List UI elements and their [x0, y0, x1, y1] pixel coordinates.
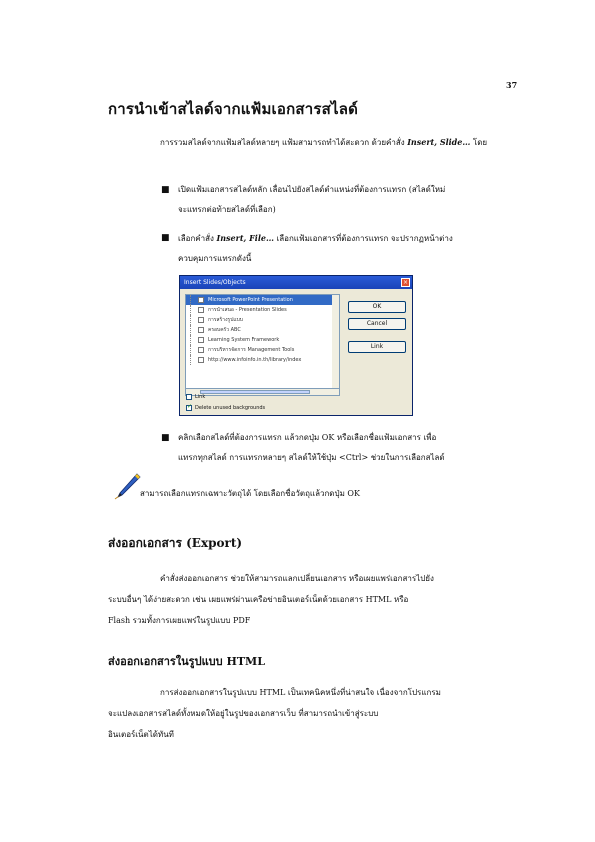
close-icon[interactable]: ×: [402, 279, 409, 286]
horizontal-scrollbar[interactable]: [185, 389, 340, 396]
slide-icon: [198, 307, 204, 313]
intro-line-1: [108, 132, 528, 153]
note-text: สามารถเลือกแทรกเฉพาะวัตถุได้ โดยเลือกชื่อวัตถุแล้วกดปุ่ม OK: [140, 489, 360, 498]
presentation-icon: [198, 297, 204, 303]
dialog-title: Insert Slides/Objects: [184, 279, 246, 286]
insert-slides-dialog: [179, 275, 413, 416]
checkbox-box[interactable]: [186, 394, 192, 400]
bullet-item-3: [161, 428, 530, 468]
bullet-item-2: [161, 228, 530, 269]
section-heading-html: ส่งออกเอกสารในรูปแบบ HTML: [108, 655, 265, 668]
ok-button[interactable]: OK: [348, 301, 406, 313]
intro-text: การรวมสไลด์จากแฟ้มสไลด์หลายๆ แฟ้มสามารถทำได้สะดวก ด้วยคำสั่ง: [160, 138, 405, 147]
bullet-square-icon: ■: [161, 233, 170, 243]
tree-item[interactable]: ครอบครัว ABC: [186, 325, 339, 335]
bullet-2-line-1: [178, 228, 530, 249]
tree-item[interactable]: การสร้างรูปแบบ: [186, 315, 339, 325]
intro-paragraph: [108, 132, 528, 153]
cancel-button[interactable]: Cancel: [348, 318, 406, 330]
delete-backgrounds-checkbox[interactable]: ✓Delete unused backgrounds: [186, 404, 265, 412]
export-line-1: คำสั่งส่งออกเอกสาร ช่วยให้สามารถแลกเปลี่ยนเอกสาร หรือเผยแพร่เอกสารไปยัง: [160, 574, 434, 583]
intro-command: Insert, Slide…: [407, 137, 471, 147]
bullet-item-1: [161, 180, 530, 220]
scrollbar-thumb[interactable]: [200, 390, 310, 394]
intro-tail: โดย: [472, 138, 488, 147]
pen-icon: [113, 472, 141, 500]
bullet-3-line-2: แทรกทุกสไลด์ การแทรกหลายๆ สไลด์ให้ใช้ปุ่ม <Ctrl> ช่วยในการเลือกสไลด์: [178, 453, 445, 462]
bullet-2-text-b: เลือกแฟ้มเอกสารที่ต้องการแทรก จะปรากฏหน้าต่าง: [276, 234, 453, 243]
bullet-2-line-2: ควบคุมการแทรกดังนี้: [178, 254, 252, 263]
dialog-object-tree[interactable]: [185, 294, 340, 389]
tree-item[interactable]: http://www.infoinfo.in.th/library/index: [186, 355, 339, 365]
link-checkbox[interactable]: Link: [186, 393, 205, 401]
slide-icon: [198, 317, 204, 323]
export-line-3: Flash รวมทั้งการเผยแพร่ในรูปแบบ PDF: [108, 616, 251, 625]
tree-item[interactable]: การนำเสนอ - Presentation Slides: [186, 305, 339, 315]
bullet-2-text-a: เลือกคำสั่ง: [178, 234, 214, 243]
slide-icon: [198, 337, 204, 343]
tree-item[interactable]: การบริหารจัดการ Management Tools: [186, 345, 339, 355]
bullet-square-icon: ■: [161, 185, 170, 195]
link-button[interactable]: Link: [348, 341, 406, 353]
html-paragraph: [108, 682, 528, 745]
slide-icon: [198, 327, 204, 333]
html-line-1: การส่งออกเอกสารในรูปแบบ HTML เป็นเทคนิคหนึ่งที่น่าสนใจ เนื่องจากโปรแกรม: [160, 688, 441, 697]
section-heading-import: การนำเข้าสไลด์จากแฟ้มเอกสารสไลด์: [108, 100, 359, 118]
dialog-titlebar: [180, 276, 412, 289]
export-line-2: ระบบอื่นๆ ได้ง่ายสะดวก เช่น เผยแพร่ผ่านเครือข่ายอินเตอร์เน็ตด้วยเอกสาร HTML หรือ: [108, 595, 409, 604]
checkbox-box-checked[interactable]: [186, 405, 192, 411]
vertical-scrollbar[interactable]: [332, 295, 339, 389]
export-paragraph: [108, 568, 528, 631]
slide-icon: [198, 357, 204, 363]
html-line-2: จะแปลงเอกสารสไลด์ทั้งหมดให้อยู่ในรูปของเอกสารเว็บ ที่สามารถนำเข้าสู่ระบบ: [108, 709, 379, 718]
bullet-1-line-2: จะแทรกต่อท้ายสไลด์ที่เลือก): [178, 205, 276, 214]
section-heading-export: ส่งออกเอกสาร (Export): [108, 536, 243, 550]
slide-icon: [198, 347, 204, 353]
html-line-3: อินเตอร์เน็ตได้ทันที: [108, 730, 174, 739]
bullet-3-line-1: คลิกเลือกสไลด์ที่ต้องการแทรก แล้วกดปุ่ม OK หรือเลือกชื่อแฟ้มเอกสาร เพื่อ: [178, 433, 437, 442]
tree-item[interactable]: Microsoft PowerPoint Presentation: [186, 295, 339, 305]
page-number: 37: [506, 80, 518, 90]
bullet-2-command: Insert, File…: [216, 233, 274, 243]
bullet-1-line-1: เปิดแฟ้มเอกสารสไลด์หลัก เลื่อนไปยังสไลด์ตำแหน่งที่ต้องการแทรก (สไลด์ใหม่: [178, 185, 446, 194]
tree-item[interactable]: Learning System Framework: [186, 335, 339, 345]
bullet-square-icon: ■: [161, 433, 170, 443]
